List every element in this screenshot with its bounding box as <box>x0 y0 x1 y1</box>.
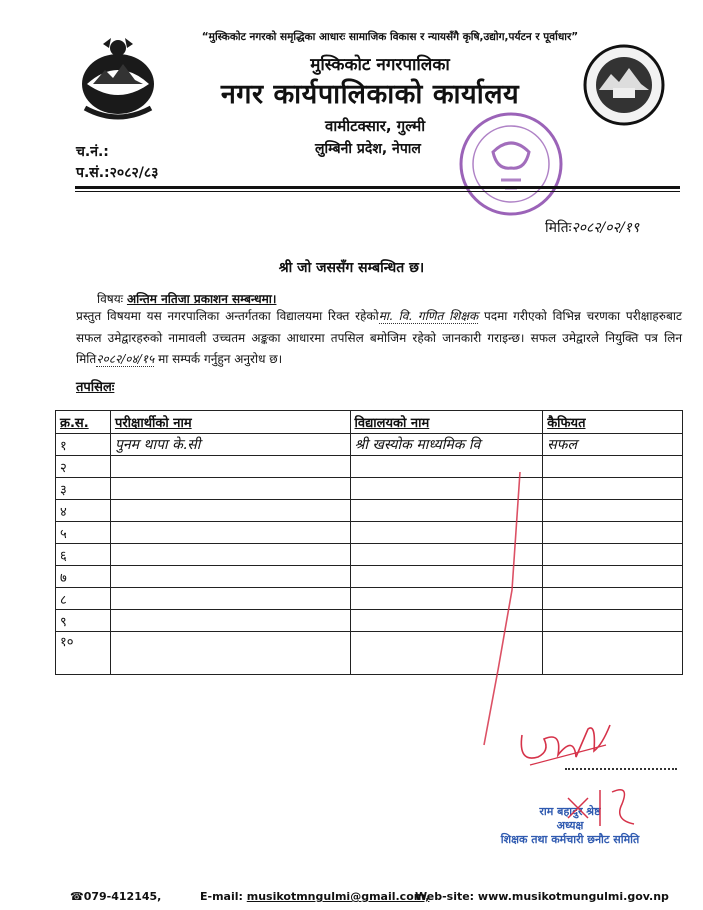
header-school-name: विद्यालयको नाम <box>350 411 543 434</box>
table-row <box>56 500 683 522</box>
table-row <box>56 434 683 456</box>
cell-serial: ६ <box>56 544 111 566</box>
nepal-emblem-logo <box>73 36 163 122</box>
post-name-handwritten: मा. वि. गणित शिक्षक <box>378 309 479 323</box>
signatory-committee: शिक्षक तथा कर्मचारी छनौट समिति <box>500 833 640 846</box>
cell-remark <box>543 610 683 632</box>
table-row <box>56 632 683 675</box>
phone-number: 079-412145, <box>83 890 162 903</box>
cell-serial: २ <box>56 456 111 478</box>
footer-phone <box>70 890 161 903</box>
table-row <box>56 566 683 588</box>
municipality-name: मुस्किकोट नगरपालिका <box>310 55 450 75</box>
signature-date-scribble <box>560 780 640 830</box>
cell-serial: ८ <box>56 588 111 610</box>
table-row <box>56 544 683 566</box>
header-serial: क्र.स. <box>56 411 111 434</box>
greeting: श्री जो जससँग सम्बन्धित छ। <box>278 260 425 276</box>
cell-serial: ३ <box>56 478 111 500</box>
cell-candidate-name <box>110 632 350 675</box>
header-divider-thin <box>75 191 680 192</box>
header-candidate-name: परीक्षार्थीको नाम <box>110 411 350 434</box>
deadline-date-handwritten: २०८२/०४/१५ <box>96 352 155 366</box>
email-address[interactable]: musikotmngulmi@gmail.com, <box>246 890 430 903</box>
cell-candidate-name <box>110 588 350 610</box>
header-divider-thick <box>75 186 680 189</box>
cell-candidate-name: पुनम थापा के.सी <box>110 434 350 456</box>
results-table <box>55 410 683 675</box>
subject-text: अन्तिम नतिजा प्रकाशन सम्बन्धमा। <box>126 292 277 306</box>
footer-email <box>200 890 429 903</box>
cell-remark <box>543 632 683 675</box>
cell-school-name: श्री खस्योक माध्यमिक वि <box>350 434 543 456</box>
cell-remark <box>543 456 683 478</box>
table-row <box>56 478 683 500</box>
cell-remark <box>543 500 683 522</box>
signature-line <box>565 768 677 770</box>
municipality-seal-logo <box>583 44 665 126</box>
letterhead-motto: “मुस्किकोट नगरको समृद्धिका आधारः सामाजिक विकास र न्यायसँगै कृषि,उद्योग,पर्यटन र पूर्वाधार” <box>201 31 579 43</box>
details-label: तपसिलः <box>76 380 115 395</box>
signatory-title: अध्यक्ष <box>556 819 584 832</box>
letter-date <box>545 218 639 237</box>
cell-candidate-name <box>110 544 350 566</box>
table-header-row <box>56 411 683 434</box>
body-part-2: पदमा गरीएको विभिन्न चरणका परीक्षाहरुबाट सफल उमेद्वारहरुको नामावली उच्चतम अङ्कका आधारमा तपसिल बमोजिम रहेको जानकारी गराइन्छ। सफल उमेद्वारले नियुक्ति पत्र लिन मिति <box>76 309 682 366</box>
cell-remark <box>543 544 683 566</box>
cell-candidate-name <box>110 566 350 588</box>
table-row <box>56 522 683 544</box>
cell-remark: सफल <box>543 434 683 456</box>
cell-candidate-name <box>110 456 350 478</box>
cell-remark <box>543 588 683 610</box>
cell-candidate-name <box>110 522 350 544</box>
cell-serial: ५ <box>56 522 111 544</box>
table-row <box>56 588 683 610</box>
cell-serial: ७ <box>56 566 111 588</box>
cell-serial: ९ <box>56 610 111 632</box>
header-remarks: कैफियत <box>543 411 683 434</box>
letter-body <box>76 306 682 371</box>
cell-remark <box>543 522 683 544</box>
dispatch-number: प.सं.:२०८२/८३ <box>76 165 159 181</box>
reference-number-label: च.नं.: <box>76 144 109 160</box>
date-value: २०८२/०२/१९ <box>571 220 640 236</box>
office-stamp <box>455 108 567 220</box>
email-label: E-mail: <box>200 890 243 903</box>
cell-serial: ४ <box>56 500 111 522</box>
table-row <box>56 610 683 632</box>
cell-serial: १ <box>56 434 111 456</box>
body-part-3: मा सम्पर्क गर्नुहुन अनुरोध छ। <box>158 352 283 366</box>
signatory-name: राम बहादुर श्रेष्ठ <box>539 805 601 818</box>
cell-candidate-name <box>110 500 350 522</box>
office-name: नगर कार्यपालिकाको कार्यालय <box>220 79 520 110</box>
cell-candidate-name <box>110 610 350 632</box>
address-line-1: वामीटक्सार, गुल्मी <box>325 117 426 135</box>
cell-serial: १० <box>56 632 111 675</box>
address-line-2: लुम्बिनी प्रदेश, नेपाल <box>315 141 421 157</box>
phone-icon: ☎ <box>70 890 84 903</box>
cell-remark <box>543 566 683 588</box>
table-row <box>56 456 683 478</box>
subject-label: विषयः <box>97 292 124 306</box>
body-part-1: प्रस्तुत विषयमा यस नगरपालिका अन्तर्गतका विद्यालयमा रिक्त रहेको <box>76 309 379 323</box>
date-label: मितिः <box>545 220 572 236</box>
cell-candidate-name <box>110 478 350 500</box>
subject-line <box>97 290 276 307</box>
cell-remark <box>543 478 683 500</box>
handwritten-signature <box>510 705 620 775</box>
footer-website[interactable]: Web-site: www.musikotmungulmi.gov.np <box>415 890 669 903</box>
